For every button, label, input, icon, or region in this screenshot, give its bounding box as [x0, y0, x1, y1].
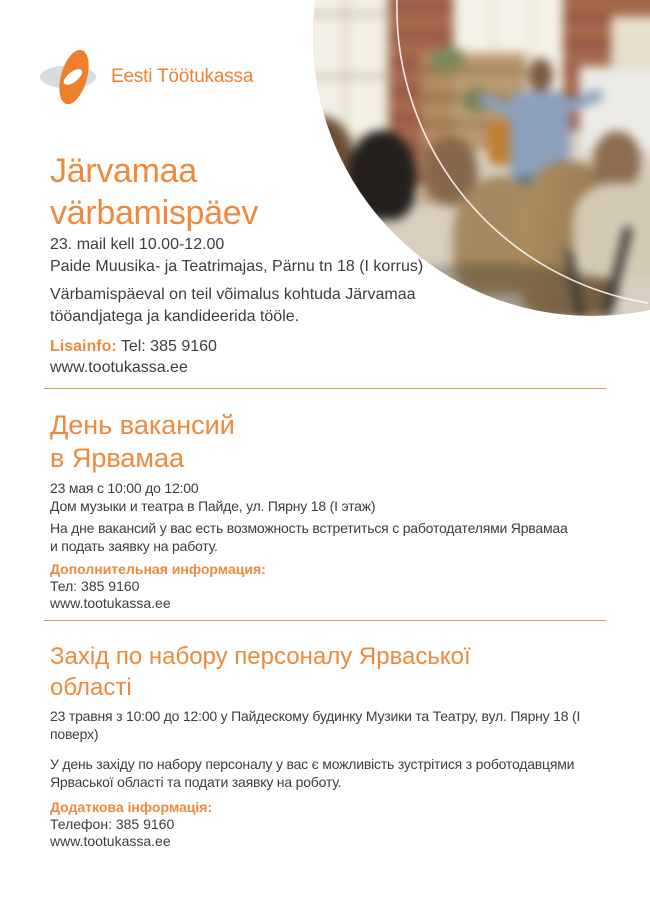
tootukassa-logo-icon: [38, 47, 102, 107]
section-divider: [44, 388, 606, 389]
event-datetime: 23. mail kell 10.00-12.00: [50, 236, 225, 253]
page-title: [50, 150, 606, 234]
section-title-ukrainian: [50, 641, 606, 703]
phone-number: Тел: 385 9160: [50, 578, 140, 594]
title-line-2: області: [50, 674, 132, 701]
info-label: Додаткова інформація:: [50, 799, 213, 815]
title-line-2: värbamispäev: [50, 194, 259, 232]
title-line-1: Järvamaa: [50, 152, 197, 190]
phone-number: Tel: 385 9160: [120, 338, 217, 355]
event-location: Paide Muusika- ja Teatrimajas, Pärnu tn 18 (I korrus): [50, 258, 424, 275]
website-link: www.tootukassa.ee: [50, 359, 188, 376]
title-line-2: в Ярвамаа: [50, 443, 185, 473]
tootukassa-logo: [38, 47, 253, 107]
section-russian: [50, 409, 606, 612]
title-line-1: День вакансий: [50, 410, 235, 440]
event-location: Дом музыки и театра в Пайде, ул. Пярну 18 (I этаж): [50, 498, 376, 514]
info-label: Lisainfo:: [50, 338, 117, 355]
event-datetime-location: 23 травня з 10:00 до 12:00 у Пайдескому будинку Музики та Театру, вул. Пярну 18 (I поверх): [50, 708, 581, 742]
section-divider: [44, 620, 606, 621]
website-link: www.tootukassa.ee: [50, 833, 171, 849]
section-estonian: [50, 150, 606, 378]
section-ukrainian: [50, 641, 606, 850]
website-link: www.tootukassa.ee: [50, 595, 171, 611]
section-title-russian: [50, 409, 606, 475]
title-line-1: Захід по набору персоналу Ярваської: [50, 643, 471, 670]
event-description: На дне вакансий у вас есть возможность встретиться с работодателями Ярвамаа и подать заявку на работу.: [50, 520, 568, 554]
phone-number: Телефон: 385 9160: [50, 816, 175, 832]
info-label: Дополнительная информация:: [50, 561, 266, 577]
logo-text: Eesti Töötukassa: [111, 66, 254, 87]
event-description: Värbamispäeval on teil võimalus kohtuda Järvamaa tööandjatega ja kandideerida tööle.: [50, 286, 416, 325]
event-datetime: 23 мая с 10:00 до 12:00: [50, 480, 199, 496]
event-description: У день західу по набору персоналу у вас є можливість зустрітися з роботодавцями Ярваської області та подати заявку на роботу.: [50, 756, 575, 790]
